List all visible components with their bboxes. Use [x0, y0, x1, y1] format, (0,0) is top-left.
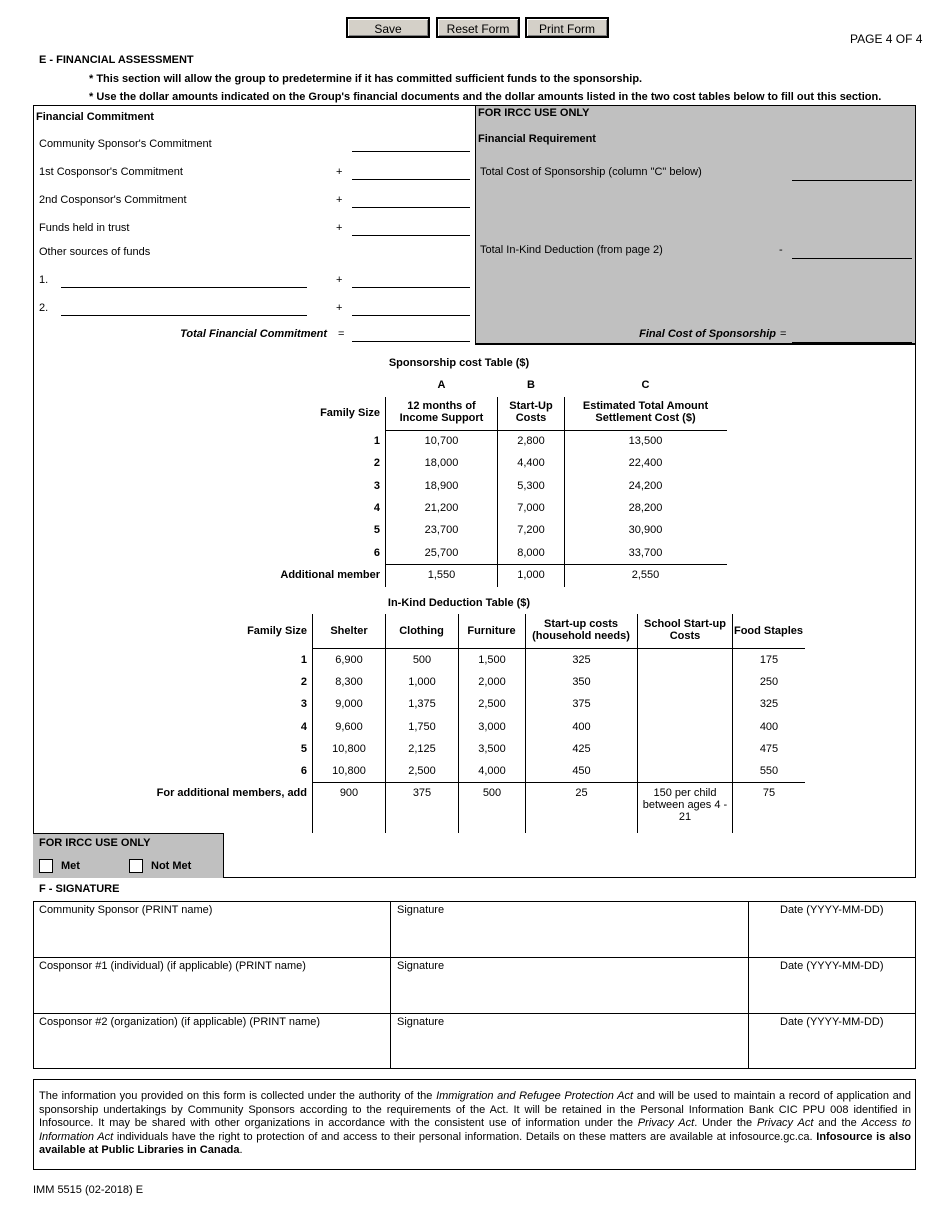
sponsorship-cell-c: 30,900 — [628, 524, 663, 536]
sponsorship-cell-c: 33,700 — [628, 547, 663, 559]
cosponsor2-commitment-input[interactable] — [352, 193, 470, 208]
date-label: Date (YYYY-MM-DD) — [780, 904, 884, 916]
section-e-note-2: * Use the dollar amounts indicated on the Group's financial documents and the dollar amounts listed in the two cost tables below to fill out this section. — [89, 91, 882, 103]
cosponsor1-name-input[interactable] — [36, 976, 388, 1010]
equals-sign: = — [338, 328, 345, 340]
other-source-2-number: 2. — [39, 302, 49, 314]
inkind-row-label: 5 — [300, 743, 307, 755]
inkind-cell-clothing: 500 — [412, 654, 432, 666]
total-cost-label: Total Cost of Sponsorship (column "C" below) — [480, 166, 702, 178]
inkind-cell-shelter: 900 — [339, 787, 359, 799]
sponsorship-cell-c: 22,400 — [628, 457, 663, 469]
cosponsor1-commitment-input[interactable] — [352, 165, 470, 180]
sponsorship-row-label: 6 — [373, 547, 380, 559]
funds-in-trust-label: Funds held in trust — [39, 222, 130, 234]
inkind-cell-furniture: 3,500 — [478, 743, 506, 755]
inkind-cell-clothing: 375 — [412, 787, 432, 799]
cosponsor2-commitment-label: 2nd Cosponsor's Commitment — [39, 194, 187, 206]
inkind-cell-clothing: 2,500 — [408, 765, 436, 777]
inkind-row-label: 6 — [300, 765, 307, 777]
sponsorship-cell-c: 28,200 — [628, 502, 663, 514]
sponsorship-row-label: 5 — [373, 524, 380, 536]
inkind-cell-furniture: 2,000 — [478, 676, 506, 688]
inkind-cell-furniture: 3,000 — [478, 721, 506, 733]
sponsorship-cell-b: 1,000 — [517, 569, 545, 581]
other-source-1-amount-input[interactable] — [352, 273, 470, 288]
date-label: Date (YYYY-MM-DD) — [780, 1016, 884, 1028]
sponsorship-row-label: 4 — [373, 502, 380, 514]
inkind-cell-food-staples: 325 — [759, 698, 779, 710]
inkind-cell-household-startup: 25 — [575, 787, 588, 799]
clothing-header: Clothing — [399, 625, 444, 637]
sponsorship-cell-a: 1,550 — [427, 569, 456, 581]
privacy-notice: The information you provided on this form is collected under the authority of the Immigration and Refugee Protection Act and will be used to maintain a record of application and sponsorship undertakings by Community Sponsors according to the requirements of the Act. It will be retained in the Personal Information Bank CIC PPU 008 identified in Infosource. It may be shared with other organizations in accordance with the consistent use of information under the Privacy Act. Under the Privacy Act and the Access to Information Act individuals have the right to protection of and access to their personal information. Details on these matters are available at infosource.gc.ca. Infosource is also available at Public Libraries in Canada. — [39, 1090, 912, 1156]
sponsorship-cell-a: 18,900 — [424, 480, 459, 492]
cosponsor1-date-input[interactable] — [751, 976, 913, 1010]
minus-sign: - — [779, 244, 783, 256]
cosponsor2-date-input[interactable] — [751, 1032, 913, 1066]
household-startup-header: Start-up costs (household needs) — [532, 618, 630, 642]
sponsorship-cell-b: 7,000 — [517, 502, 545, 514]
date-label: Date (YYYY-MM-DD) — [780, 960, 884, 972]
food-staples-header: Food Staples — [733, 625, 804, 637]
inkind-cell-food-staples: 175 — [759, 654, 779, 666]
sponsorship-cell-a: 10,700 — [424, 435, 459, 447]
cosponsor2-name-input[interactable] — [36, 1032, 388, 1066]
inkind-deduction-input[interactable] — [792, 244, 912, 259]
inkind-cell-food-staples: 475 — [759, 743, 779, 755]
sponsorship-cell-b: 2,800 — [517, 435, 545, 447]
family-size-header: Family Size — [320, 407, 380, 419]
page-number: PAGE 4 OF 4 — [850, 32, 923, 46]
cosponsor2-signature-field[interactable] — [393, 1032, 746, 1066]
inkind-cell-clothing: 2,125 — [408, 743, 436, 755]
financial-requirement-heading: Financial Requirement — [478, 133, 596, 145]
inkind-cell-clothing: 1,750 — [408, 721, 436, 733]
inkind-cell-household-startup: 375 — [572, 698, 591, 710]
final-cost-label: Final Cost of Sponsorship — [639, 328, 776, 340]
met-label: Met — [61, 860, 80, 872]
plus-sign: + — [336, 302, 343, 314]
sponsorship-row-label: 1 — [373, 435, 380, 447]
inkind-cell-food-staples: 550 — [759, 765, 779, 777]
inkind-cell-household-startup: 325 — [572, 654, 591, 666]
sponsorship-cell-a: 21,200 — [424, 502, 459, 514]
inkind-cell-food-staples: 75 — [762, 787, 776, 799]
column-letter-c: C — [641, 379, 650, 391]
inkind-deduction-label: Total In-Kind Deduction (from page 2) — [480, 244, 663, 256]
inkind-cell-clothing: 1,000 — [408, 676, 436, 688]
inkind-row-label: For additional members, add — [156, 787, 307, 799]
community-sponsor-date-input[interactable] — [751, 920, 913, 954]
form-number-footer: IMM 5515 (02-2018) E — [33, 1184, 144, 1196]
sponsorship-cell-b: 4,400 — [517, 457, 545, 469]
total-cost-input[interactable] — [792, 166, 912, 181]
inkind-row-label: 4 — [300, 721, 307, 733]
other-source-2-description-input[interactable] — [61, 301, 307, 316]
community-commitment-input[interactable] — [352, 137, 470, 152]
sponsorship-cell-a: 23,700 — [424, 524, 459, 536]
section-e-title: E - FINANCIAL ASSESSMENT — [39, 54, 194, 66]
sponsorship-cell-b: 5,300 — [517, 480, 545, 492]
inkind-cell-furniture: 4,000 — [478, 765, 506, 777]
inkind-cell-shelter: 9,000 — [335, 698, 363, 710]
inkind-family-size-header: Family Size — [247, 625, 307, 637]
inkind-cell-food-staples: 400 — [759, 721, 779, 733]
funds-in-trust-input[interactable] — [352, 221, 470, 236]
community-sponsor-signature-field[interactable] — [393, 920, 746, 954]
plus-sign: + — [336, 222, 343, 234]
other-source-2-amount-input[interactable] — [352, 301, 470, 316]
inkind-cell-shelter: 10,800 — [332, 743, 366, 755]
signature-label: Signature — [397, 1016, 445, 1028]
inkind-row-label: 1 — [300, 654, 307, 666]
school-startup-header: School Start-up Costs — [644, 618, 726, 642]
cosponsor1-commitment-label: 1st Cosponsor's Commitment — [39, 166, 183, 178]
inkind-cell-school-startup: 150 per child between ages 4 - 21 — [642, 787, 728, 823]
settlement-cost-header: Estimated Total Amount Settlement Cost ($) — [582, 400, 709, 424]
inkind-cell-household-startup: 450 — [572, 765, 591, 777]
sponsorship-table-title: Sponsorship cost Table ($) — [388, 357, 530, 369]
column-letter-b: B — [527, 379, 535, 391]
sponsorship-cell-a: 25,700 — [424, 547, 459, 559]
column-letter-a: A — [437, 379, 446, 391]
plus-sign: + — [336, 166, 343, 178]
community-sponsor-name-label: Community Sponsor (PRINT name) — [39, 904, 213, 916]
print-form-button[interactable]: Print Form — [525, 17, 609, 38]
community-commitment-label: Community Sponsor's Commitment — [39, 138, 212, 150]
sponsorship-cell-b: 8,000 — [517, 547, 545, 559]
signature-label: Signature — [397, 904, 445, 916]
ircc-bottom-heading: FOR IRCC USE ONLY — [39, 837, 151, 849]
inkind-cell-shelter: 10,800 — [332, 765, 366, 777]
sponsorship-cell-b: 7,200 — [517, 524, 545, 536]
inkind-row-label: 3 — [300, 698, 307, 710]
plus-sign: + — [336, 194, 343, 206]
inkind-cell-furniture: 500 — [482, 787, 502, 799]
equals-sign: = — [780, 328, 787, 340]
inkind-cell-furniture: 2,500 — [478, 698, 506, 710]
met-checkbox[interactable] — [39, 859, 53, 873]
inkind-cell-shelter: 8,300 — [335, 676, 363, 688]
cosponsor1-name-label: Cosponsor #1 (individual) (if applicable) (PRINT name) — [39, 960, 306, 972]
other-source-1-number: 1. — [39, 274, 49, 286]
sponsorship-row-label: 3 — [373, 480, 380, 492]
ircc-use-only-heading: FOR IRCC USE ONLY — [478, 107, 590, 119]
inkind-cell-household-startup: 350 — [572, 676, 591, 688]
cosponsor2-name-label: Cosponsor #2 (organization) (if applicable) (PRINT name) — [39, 1016, 321, 1028]
signature-label: Signature — [397, 960, 445, 972]
sponsorship-row-label: Additional member — [280, 569, 380, 581]
inkind-table-title: In-Kind Deduction Table ($) — [387, 597, 531, 609]
plus-sign: + — [336, 274, 343, 286]
cosponsor1-signature-field[interactable] — [393, 976, 746, 1010]
community-sponsor-name-input[interactable] — [36, 920, 388, 954]
section-f-title: F - SIGNATURE — [39, 883, 120, 895]
save-button[interactable]: Save — [346, 17, 430, 38]
financial-commitment-heading: Financial Commitment — [36, 111, 154, 123]
reset-form-button[interactable]: Reset Form — [436, 17, 520, 38]
sponsorship-row-label: 2 — [373, 457, 380, 469]
sponsorship-cell-c: 2,550 — [631, 569, 660, 581]
sponsorship-cell-a: 18,000 — [424, 457, 459, 469]
other-sources-label: Other sources of funds — [39, 246, 151, 258]
furniture-header: Furniture — [467, 625, 516, 637]
inkind-cell-furniture: 1,500 — [478, 654, 506, 666]
inkind-cell-shelter: 6,900 — [335, 654, 363, 666]
final-cost-input[interactable] — [792, 328, 912, 343]
other-source-1-description-input[interactable] — [61, 273, 307, 288]
inkind-row-label: 2 — [300, 676, 307, 688]
sponsorship-cell-c: 24,200 — [628, 480, 663, 492]
total-financial-commitment-input[interactable] — [352, 327, 470, 342]
inkind-cell-shelter: 9,600 — [335, 721, 363, 733]
not-met-label: Not Met — [151, 860, 192, 872]
section-e-note-1: * This section will allow the group to predetermine if it has committed sufficient funds to the sponsorship. — [89, 73, 643, 85]
shelter-header: Shelter — [330, 625, 368, 637]
inkind-cell-household-startup: 425 — [572, 743, 591, 755]
not-met-checkbox[interactable] — [129, 859, 143, 873]
income-support-header: 12 months of Income Support — [399, 400, 484, 424]
inkind-cell-food-staples: 250 — [759, 676, 779, 688]
sponsorship-cell-c: 13,500 — [628, 435, 663, 447]
inkind-cell-household-startup: 400 — [572, 721, 591, 733]
inkind-cell-clothing: 1,375 — [408, 698, 436, 710]
total-financial-commitment-label: Total Financial Commitment — [180, 328, 327, 340]
startup-costs-header: Start-Up Costs — [509, 400, 553, 424]
